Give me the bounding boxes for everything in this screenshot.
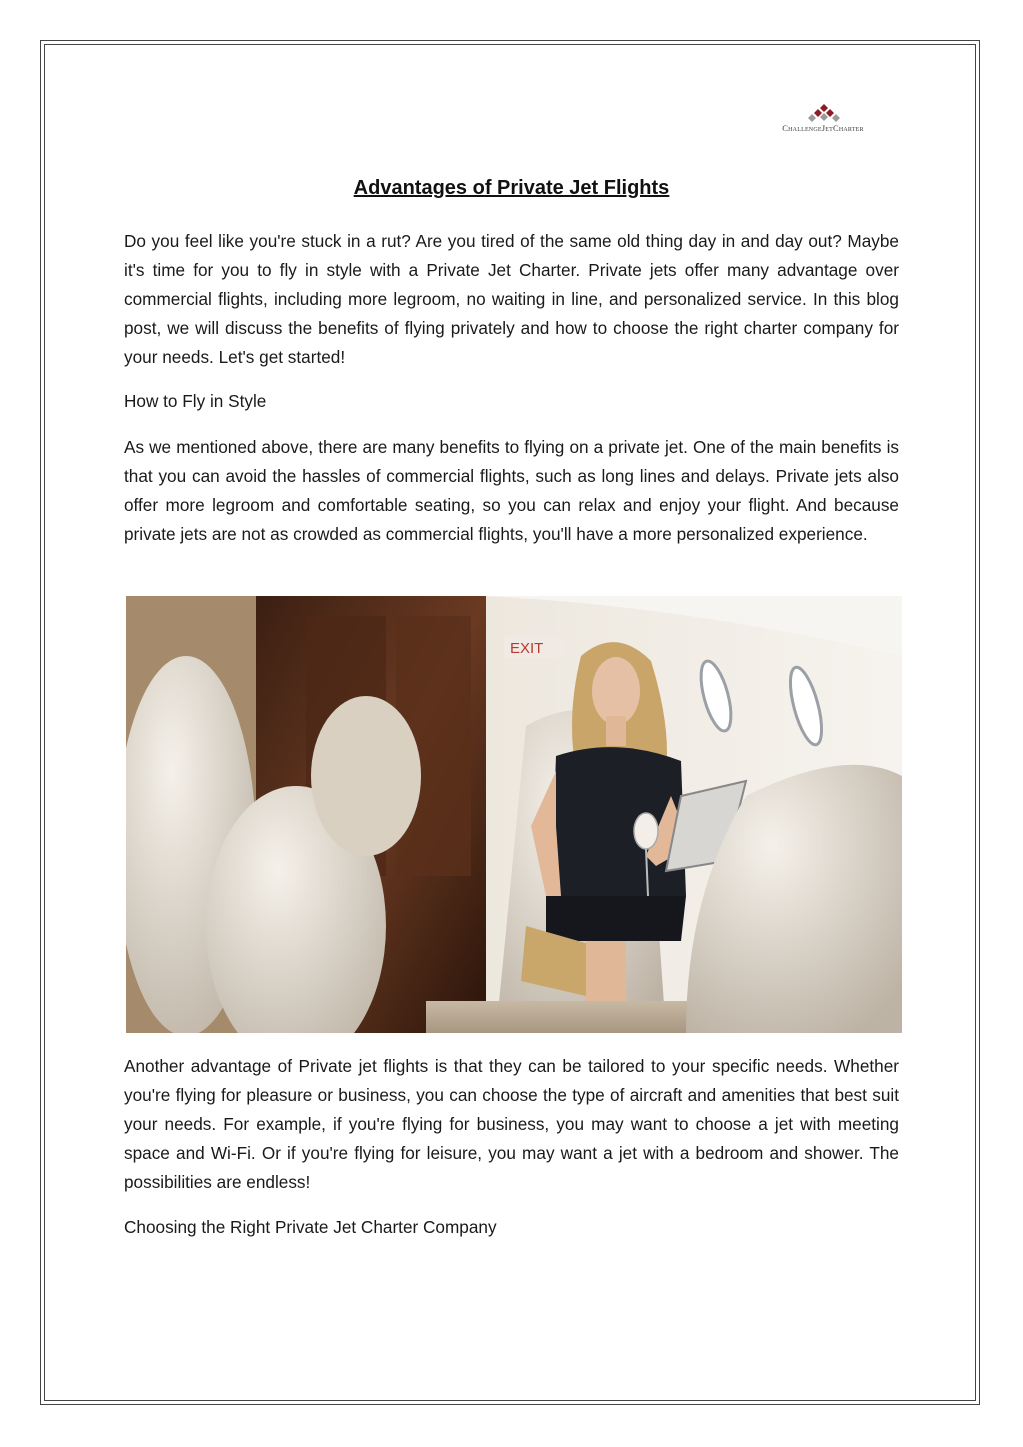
tailored-paragraph: Another advantage of Private jet flights is that they can be tailored to your specific needs. Whether you're flying for pleasure or business, you can choose the type of aircraft and amenities that best suit your needs. For example, if you're flying for business, you may want to choose a jet with meeting space and Wi-Fi. Or if you're flying for leisure, you may want a jet with a bedroom and shower. The possibilities are endless! [124,1056,899,1192]
jet-cabin-photo [126,596,902,1033]
benefits-paragraph: As we mentioned above, there are many benefits to flying on a private jet. One of the main benefits is that you can avoid the hassles of commercial flights, such as long lines and delays. Private jets also offer more legroom and comfortable seating, so you can relax and enjoy your flight. And because private jets are not as crowded as commercial flights, you'll have a more personalized experience. [124,437,899,544]
intro-paragraph: Do you feel like you're stuck in a rut? Are you tired of the same old thing day in and day out? Maybe it's time for you to fly in style with a Private Jet Charter. Private jets offer many advantage over commercial flights, including more legroom, no waiting in line, and personalized service. In this blog post, we will discuss the benefits of flying privately and how to choose the right charter company for your needs. Let's get started! [124,231,899,367]
logo-wordmark: ChallengeJetCharter [782,123,864,133]
exit-sign-text: EXIT [510,640,544,657]
company-logo [768,104,878,134]
section-heading-fly-in-style: How to Fly in Style [124,391,267,411]
page-title: Advantages of Private Jet Flights [353,177,670,199]
diamond-logo-icon [806,104,842,122]
section-heading-choosing-charter: Choosing the Right Private Jet Charter Company [124,1217,497,1237]
